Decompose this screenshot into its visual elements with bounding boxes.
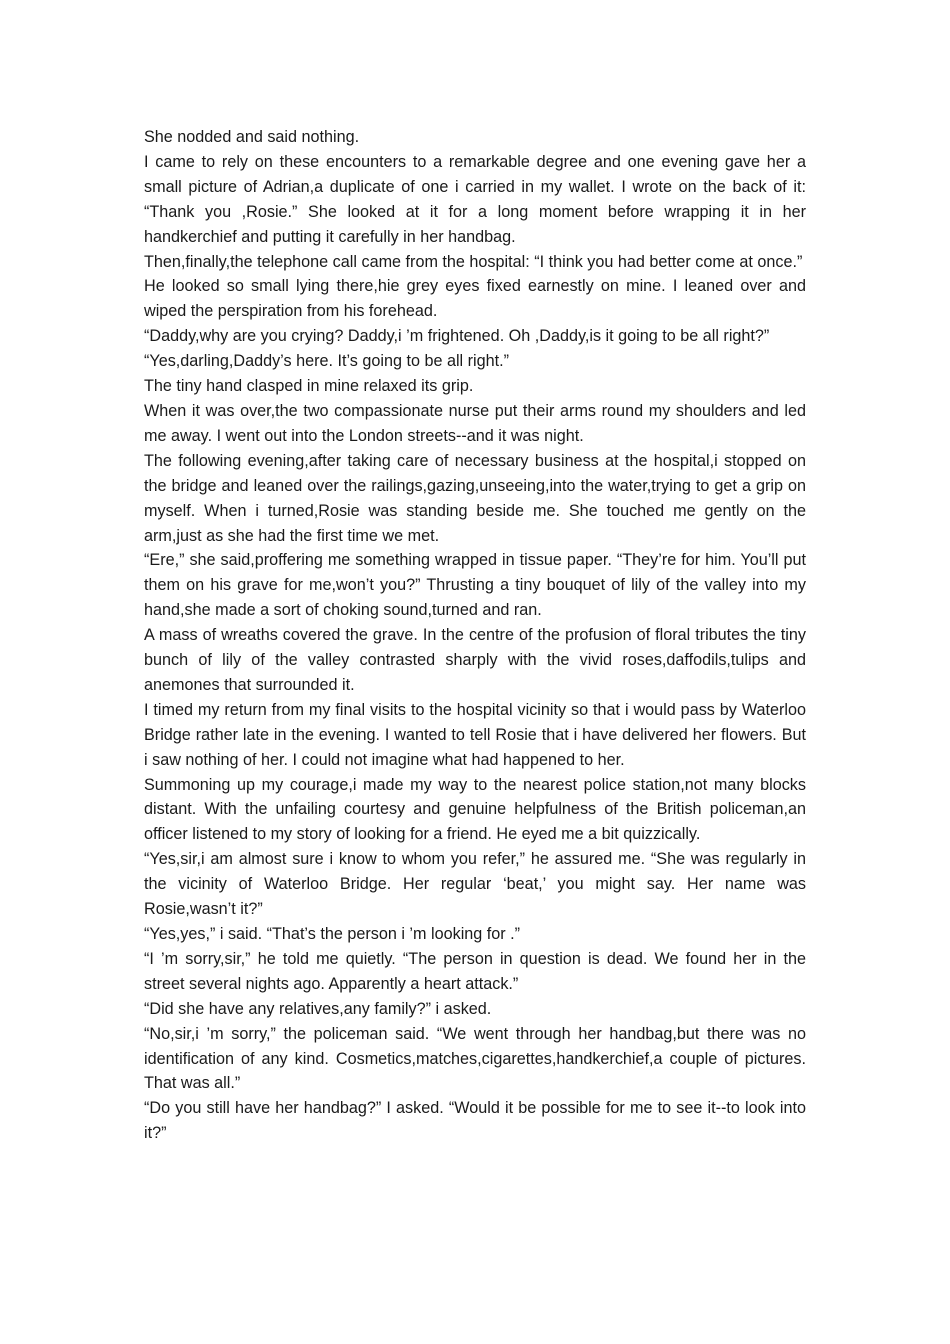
paragraph: “Ere,” she said,proffering me something wrapped in tissue paper. “They’re for him. You’ll put them on his grave for me,won’t you?” Thrusting a tiny bouquet of lily of the valley into my hand,she made a sort of choking sound,turned and ran.	[144, 551, 806, 620]
paragraph: He looked so small lying there,hie grey eyes fixed earnestly on mine. I leaned over and wiped the perspiration from his forehead.	[144, 277, 806, 321]
paragraph: I timed my return from my final visits to the hospital vicinity so that i would pass by Waterloo Bridge rather late in the evening. I wanted to tell Rosie that i have delivered her flowers. But i saw nothing of her. I could not imagine what had happened to her.	[144, 700, 806, 769]
paragraph: The following evening,after taking care of necessary business at the hospital,i stopped on the bridge and leaned over the railings,gazing,unseeing,into the water,trying to get a grip on myself. When i turned,Rosie was standing beside me. She touched me gently on the arm,just as she had the first time we met.	[144, 451, 806, 545]
paragraph: I came to rely on these encounters to a remarkable degree and one evening gave her a small picture of Adrian,a duplicate of one i carried in my wallet. I wrote on the back of it: “Thank you ,Rosie.” She looked at it for a long moment before wrapping it in her handkerchief and putting it carefully in her handbag.	[144, 152, 806, 246]
paragraph: A mass of wreaths covered the grave. In the centre of the profusion of floral tributes the tiny bunch of lily of the valley contrasted sharply with the vivid roses,daffodils,tulips and anemones that surrounded it.	[144, 626, 806, 694]
paragraph: “Do you still have her handbag?” I asked. “Would it be possible for me to see it--to look into it?”	[144, 1099, 806, 1143]
paragraph: Summoning up my courage,i made my way to the nearest police station,not many blocks distant. With the unfailing courtesy and genuine helpfulness of the British policeman,an officer listened to my story of looking for a friend. He eyed me a bit quizzically.	[144, 775, 806, 844]
paragraph: “Yes,yes,” i said. “That’s the person i ’m looking for .”	[144, 925, 521, 943]
paragraph: “Daddy,why are you crying? Daddy,i ’m frightened. Oh ,Daddy,is it going to be all right?”	[144, 327, 770, 346]
paragraph: Then,finally,the telephone call came from the hospital: “I think you had better come at once.”	[144, 252, 803, 271]
document-body	[144, 125, 806, 1146]
paragraph: She nodded and said nothing.	[144, 128, 360, 146]
paragraph: When it was over,the two compassionate nurse put their arms round my shoulders and led me away. I went out into the London streets--and it was night.	[144, 401, 806, 445]
paragraph: “Yes,darling,Daddy’s here. It’s going to be all right.”	[144, 352, 510, 371]
paragraph: The tiny hand clasped in mine relaxed its grip.	[144, 377, 474, 396]
paragraph: “I ’m sorry,sir,” he told me quietly. “The person in question is dead. We found her in the street several nights ago. Apparently a heart attack.”	[144, 949, 806, 993]
paragraph: “Did she have any relatives,any family?” i asked.	[144, 999, 492, 1018]
paragraph: “Yes,sir,i am almost sure i know to whom you refer,” he assured me. “She was regularly in the vicinity of Waterloo Bridge. Her regular ‘beat,’ you might say. Her name was Rosie,wasn’t it?”	[144, 850, 806, 919]
paragraph: “No,sir,i ’m sorry,” the policeman said. “We went through her handbag,but there was no identification of any kind. Cosmetics,matches,cigarettes,handkerchief,a couple of pictures. That was all.”	[144, 1024, 806, 1093]
